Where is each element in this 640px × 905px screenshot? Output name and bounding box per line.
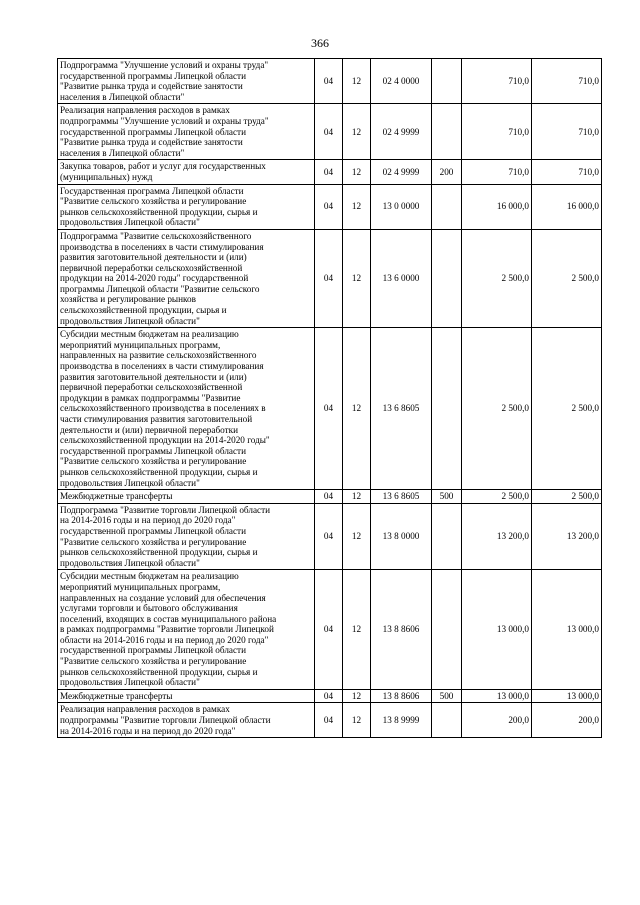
subsection-code-cell: 12 bbox=[343, 490, 371, 504]
page-number: 366 bbox=[311, 36, 329, 50]
section-code-cell: 04 bbox=[315, 229, 343, 327]
section-code-cell: 04 bbox=[315, 703, 343, 738]
row-name-cell: Субсидии местным бюджетам на реализацию мероприятий муниципальных программ, направленных на создание условий для обеспечения услугами торговли и бытового обслуживания поселений, входящих в состав муниципального района в рамках подпрограммы "Развитие торговли Липецкой области на 2014-2016 годы и на период до 2020 года" государственной программы Липецкой области "Развитие сельского хозяйства и регулирование рынков сельскохозяйственной продукции, сырья и продовольствия Липецкой области" bbox=[58, 570, 315, 690]
section-code-cell: 04 bbox=[315, 503, 343, 570]
table-row bbox=[58, 689, 602, 703]
amount-1-cell: 710,0 bbox=[462, 160, 532, 184]
expense-type-cell bbox=[432, 703, 462, 738]
table-row bbox=[58, 703, 602, 738]
table-row bbox=[58, 160, 602, 184]
target-article-cell: 13 8 8606 bbox=[371, 689, 432, 703]
row-name-cell: Государственная программа Липецкой области "Развитие сельского хозяйства и регулирование рынков сельскохозяйственной продукции, сырья и продовольствия Липецкой области" bbox=[58, 184, 315, 229]
expense-type-cell: 500 bbox=[432, 689, 462, 703]
section-code-cell: 04 bbox=[315, 689, 343, 703]
amount-2-cell: 200,0 bbox=[532, 703, 602, 738]
target-article-cell: 13 8 9999 bbox=[371, 703, 432, 738]
subsection-code-cell: 12 bbox=[343, 503, 371, 570]
subsection-code-cell: 12 bbox=[343, 184, 371, 229]
amount-1-cell: 13 000,0 bbox=[462, 689, 532, 703]
table-row bbox=[58, 328, 602, 490]
subsection-code-cell: 12 bbox=[343, 229, 371, 327]
row-name-cell: Подпрограмма "Развитие торговли Липецкой области на 2014-2016 годы и на период до 2020 года" государственной программы Липецкой области "Развитие сельского хозяйства и регулирование рынков сельскохозяйственной продукции, сырья и продовольствия Липецкой области" bbox=[58, 503, 315, 570]
amount-1-cell: 710,0 bbox=[462, 59, 532, 104]
subsection-code-cell: 12 bbox=[343, 328, 371, 490]
amount-1-cell: 16 000,0 bbox=[462, 184, 532, 229]
amount-2-cell: 13 000,0 bbox=[532, 689, 602, 703]
expense-type-cell bbox=[432, 328, 462, 490]
section-code-cell: 04 bbox=[315, 184, 343, 229]
target-article-cell: 13 8 8606 bbox=[371, 570, 432, 690]
expense-type-cell: 500 bbox=[432, 490, 462, 504]
expense-type-cell bbox=[432, 570, 462, 690]
target-article-cell: 02 4 9999 bbox=[371, 160, 432, 184]
row-name-cell: Межбюджетные трансферты bbox=[58, 689, 315, 703]
table-body bbox=[58, 59, 602, 738]
target-article-cell: 13 6 8605 bbox=[371, 490, 432, 504]
amount-2-cell: 2 500,0 bbox=[532, 229, 602, 327]
amount-2-cell: 710,0 bbox=[532, 59, 602, 104]
section-code-cell: 04 bbox=[315, 490, 343, 504]
expense-type-cell bbox=[432, 184, 462, 229]
amount-2-cell: 13 200,0 bbox=[532, 503, 602, 570]
amount-1-cell: 13 200,0 bbox=[462, 503, 532, 570]
table-row bbox=[58, 104, 602, 160]
amount-2-cell: 2 500,0 bbox=[532, 490, 602, 504]
expense-type-cell bbox=[432, 104, 462, 160]
target-article-cell: 13 0 0000 bbox=[371, 184, 432, 229]
row-name-cell: Закупка товаров, работ и услуг для государственных (муниципальных) нужд bbox=[58, 160, 315, 184]
table-row bbox=[58, 503, 602, 570]
amount-2-cell: 710,0 bbox=[532, 104, 602, 160]
row-name-cell: Реализация направления расходов в рамках подпрограммы "Развитие торговли Липецкой области на 2014-2016 годы и на период до 2020 года" bbox=[58, 703, 315, 738]
row-name-cell: Подпрограмма "Улучшение условий и охраны труда" государственной программы Липецкой области "Развитие рынка труда и содействие занятости населения в Липецкой области" bbox=[58, 59, 315, 104]
section-code-cell: 04 bbox=[315, 160, 343, 184]
row-name-cell: Реализация направления расходов в рамках подпрограммы "Улучшение условий и охраны труда" государственной программы Липецкой области "Развитие рынка труда и содействие занятости населения в Липецкой области" bbox=[58, 104, 315, 160]
subsection-code-cell: 12 bbox=[343, 570, 371, 690]
table-row bbox=[58, 184, 602, 229]
expense-type-cell: 200 bbox=[432, 160, 462, 184]
amount-1-cell: 200,0 bbox=[462, 703, 532, 738]
table-row bbox=[58, 229, 602, 327]
amount-1-cell: 710,0 bbox=[462, 104, 532, 160]
target-article-cell: 02 4 0000 bbox=[371, 59, 432, 104]
amount-1-cell: 13 000,0 bbox=[462, 570, 532, 690]
amount-2-cell: 710,0 bbox=[532, 160, 602, 184]
subsection-code-cell: 12 bbox=[343, 59, 371, 104]
section-code-cell: 04 bbox=[315, 104, 343, 160]
target-article-cell: 02 4 9999 bbox=[371, 104, 432, 160]
subsection-code-cell: 12 bbox=[343, 703, 371, 738]
table-row bbox=[58, 570, 602, 690]
row-name-cell: Субсидии местным бюджетам на реализацию мероприятий муниципальных программ, направленных на развитие сельскохозяйственного производства в поселениях в части стимулирования развития заготовительной деятельности и (или) первичной переработки сельскохозяйственной продукции в рамках подпрограммы "Развитие сельскохозяйственного производства в поселениях в части стимулирования развития заготовительной деятельности и (или) первичной переработки сельскохозяйственной продукции на 2014-2020 годы" государственной программы Липецкой области "Развитие сельского хозяйства и регулирование рынков сельскохозяйственной продукции, сырья и продовольствия Липецкой области" bbox=[58, 328, 315, 490]
expense-type-cell bbox=[432, 503, 462, 570]
target-article-cell: 13 6 0000 bbox=[371, 229, 432, 327]
amount-2-cell: 2 500,0 bbox=[532, 328, 602, 490]
target-article-cell: 13 6 8605 bbox=[371, 328, 432, 490]
row-name-cell: Подпрограмма "Развитие сельскохозяйственного производства в поселениях в части стимулирования развития заготовительной деятельности и (или) первичной переработки сельскохозяйственной продукции на 2014-2020 годы" государственной программы Липецкой области "Развитие сельского хозяйства и регулирование рынков сельскохозяйственной продукции, сырья и продовольствия Липецкой области" bbox=[58, 229, 315, 327]
expense-type-cell bbox=[432, 59, 462, 104]
target-article-cell: 13 8 0000 bbox=[371, 503, 432, 570]
subsection-code-cell: 12 bbox=[343, 689, 371, 703]
amount-1-cell: 2 500,0 bbox=[462, 229, 532, 327]
amount-1-cell: 2 500,0 bbox=[462, 328, 532, 490]
subsection-code-cell: 12 bbox=[343, 160, 371, 184]
subsection-code-cell: 12 bbox=[343, 104, 371, 160]
table-row bbox=[58, 59, 602, 104]
amount-1-cell: 2 500,0 bbox=[462, 490, 532, 504]
section-code-cell: 04 bbox=[315, 570, 343, 690]
section-code-cell: 04 bbox=[315, 59, 343, 104]
table-row bbox=[58, 490, 602, 504]
amount-2-cell: 16 000,0 bbox=[532, 184, 602, 229]
budget-table bbox=[57, 58, 602, 738]
amount-2-cell: 13 000,0 bbox=[532, 570, 602, 690]
expense-type-cell bbox=[432, 229, 462, 327]
row-name-cell: Межбюджетные трансферты bbox=[58, 490, 315, 504]
section-code-cell: 04 bbox=[315, 328, 343, 490]
